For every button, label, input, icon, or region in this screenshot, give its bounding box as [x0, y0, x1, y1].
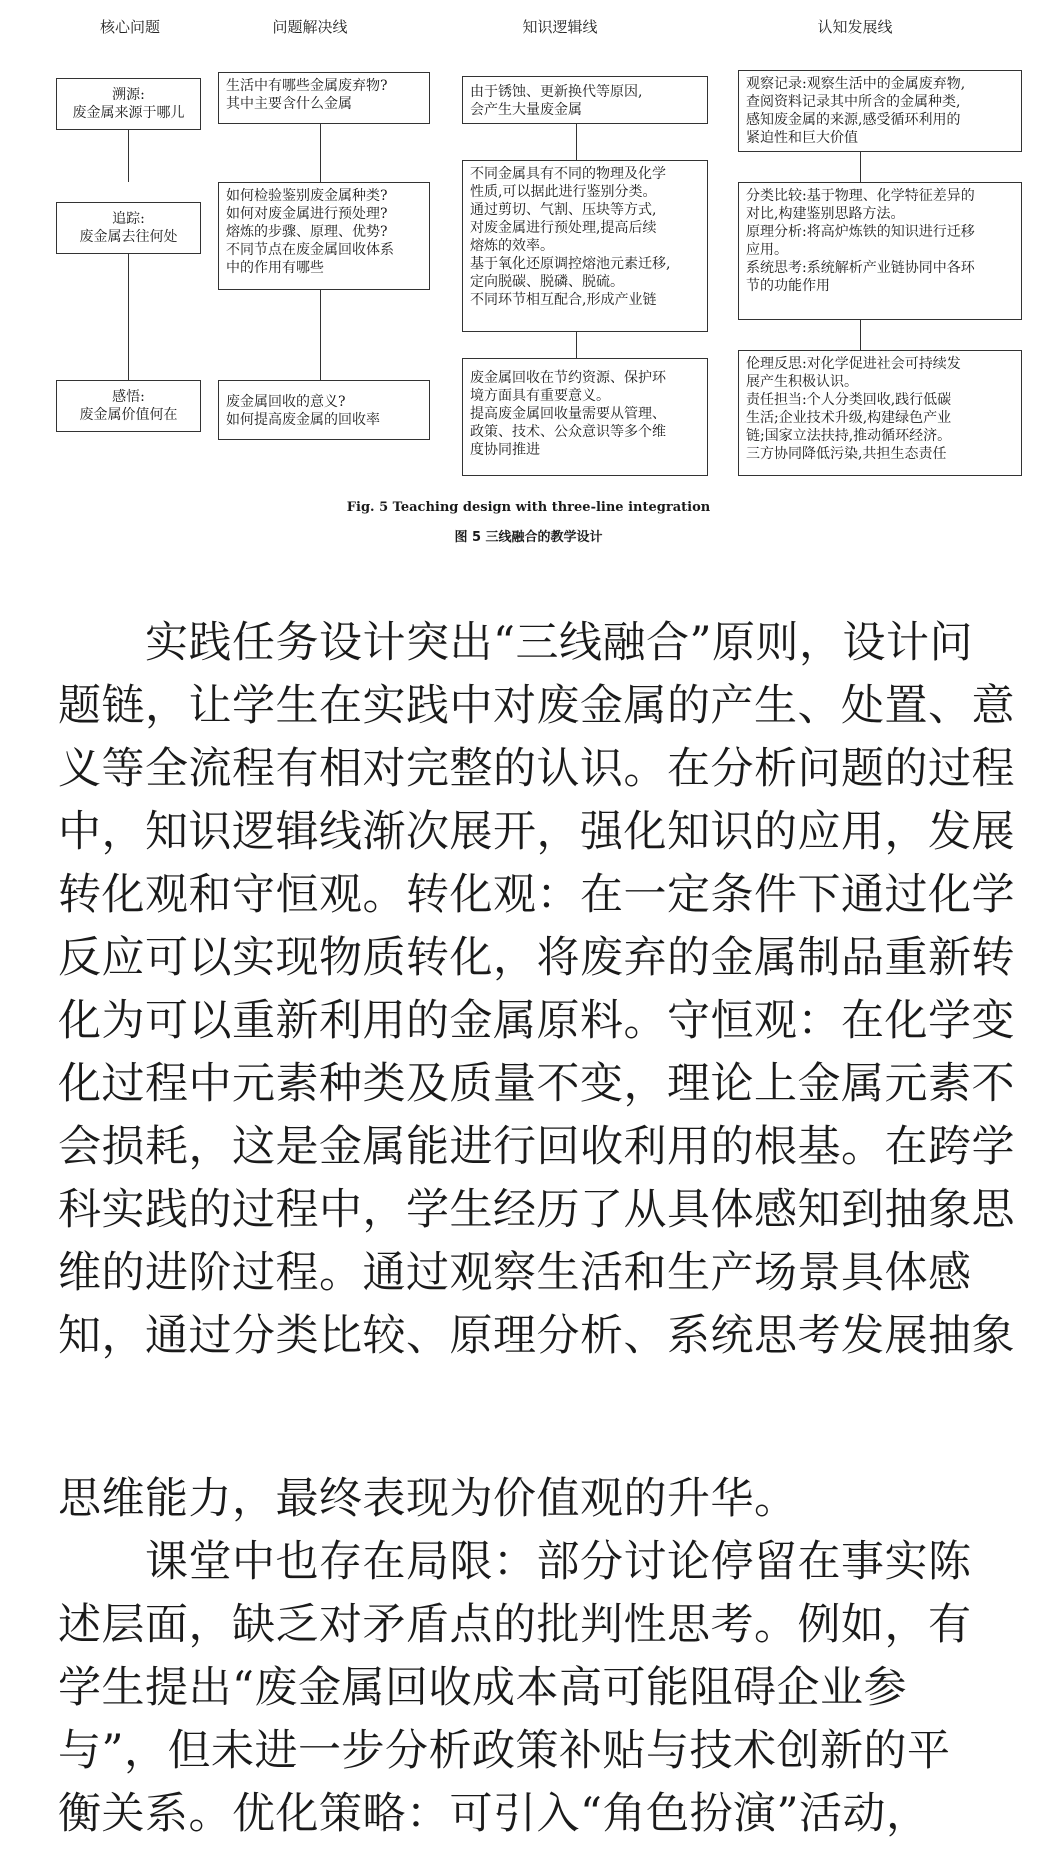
core-box-reflect: 感悟: 废金属价值何在: [56, 380, 201, 432]
text-line: 转化观和守恒观。转化观：在一定条件下通过化学: [58, 870, 1015, 920]
text-line: 知，通过分类比较、原理分析、系统思考发展抽象: [58, 1311, 1015, 1361]
text-line: 课堂中也存在局限：部分讨论停留在事实陈: [58, 1537, 972, 1587]
connector-cognition-2: [860, 320, 861, 350]
text-line: 义等全流程有相对完整的认识。在分析问题的过程: [58, 744, 1015, 794]
body-paragraph-2: [58, 1468, 1018, 1846]
text-line: 与”，但未进一步分析政策补贴与技术创新的平: [58, 1726, 951, 1776]
text-line: 衡关系。优化策略：可引入“角色扮演”活动，: [58, 1789, 930, 1839]
text-line: 科实践的过程中，学生经历了从具体感知到抽象思: [58, 1185, 1015, 1235]
column-header-core: 核心问题: [99, 18, 160, 36]
cognition-box-2: 分类比较:基于物理、化学特征差异的 对比,构建鉴别思路方法。 原理分析:将高炉炼铁的知识进行迁移 应用。 系统思考:系统解析产业链协同中各环 节的功能作用: [738, 182, 1022, 320]
connector-knowledge-1: [576, 122, 577, 162]
connector-cognition-1: [860, 150, 861, 182]
cognition-box-3: 伦理反思:对化学促进社会可持续发 展产生积极认识。 责任担当:个人分类回收,践行低碳 生活;企业技术升级,构建绿色产业 链;国家立法扶持,推动循环经济。 三方协同降低污染,共担生态责任: [738, 350, 1022, 476]
problem-box-1: 生活中有哪些金属废弃物? 其中主要含什么金属: [218, 72, 430, 124]
text-line: 化过程中元素种类及质量不变，理论上金属元素不: [58, 1059, 1015, 1109]
text-line: 化为可以重新利用的金属原料。守恒观：在化学变: [58, 996, 1015, 1046]
text-line: 学生提出“废金属回收成本高可能阻碍企业参: [58, 1663, 907, 1713]
figure-three-line-integration: [0, 0, 1057, 560]
core-box-source: 溯源: 废金属来源于哪儿: [56, 78, 201, 130]
core-box-track: 追踪: 废金属去往何处: [56, 202, 201, 254]
problem-box-3: 废金属回收的意义? 如何提高废金属的回收率: [218, 380, 430, 440]
figure-caption-zh: 图 5 三线融合的教学设计: [454, 530, 603, 545]
text-line: 述层面，缺乏对矛盾点的批判性思考。例如，有: [58, 1600, 972, 1650]
text-line: 实践任务设计突出“三线融合”原则，设计问: [58, 618, 973, 668]
connector-core-2: [128, 252, 129, 380]
problem-box-2: 如何检验鉴别废金属种类? 如何对废金属进行预处理? 熔炼的步骤、原理、优势? 不同节点在废金属回收体系 中的作用有哪些: [218, 182, 430, 290]
knowledge-box-1: 由于锈蚀、更新换代等原因, 会产生大量废金属: [462, 76, 708, 124]
figure-caption-en: Fig. 5 Teaching design with three-line integration: [346, 500, 711, 515]
text-line: 会损耗，这是金属能进行回收利用的根基。在跨学: [58, 1122, 1015, 1172]
text-line: 思维能力，最终表现为价值观的升华。: [58, 1474, 798, 1524]
connector-knowledge-2: [576, 332, 577, 360]
text-line: 维的进阶过程。通过观察生活和生产场景具体感: [58, 1248, 972, 1298]
connector-problem-2: [320, 290, 321, 380]
text-line: 中，知识逻辑线渐次展开，强化知识的应用，发展: [58, 807, 1015, 857]
text-line: 反应可以实现物质转化，将废弃的金属制品重新转: [58, 933, 1015, 983]
cognition-box-1: 观察记录:观察生活中的金属废弃物, 查阅资料记录其中所含的金属种类, 感知废金属的来源,感受循环利用的 紧迫性和巨大价值: [738, 70, 1022, 152]
text-line: 题链，让学生在实践中对废金属的产生、处置、意: [58, 681, 1015, 731]
knowledge-box-2: 不同金属具有不同的物理及化学 性质,可以据此进行鉴别分类。 通过剪切、气割、压块等方式, 对废金属进行预处理,提高后续 熔炼的效率。 基于氧化还原调控熔池元素迁移, 定向脱碳、脱磷、脱硫。 不同环节相互配合,形成产业链: [462, 160, 708, 332]
column-header-problem: 问题解决线: [272, 18, 348, 36]
knowledge-box-3: 废金属回收在节约资源、保护环 境方面具有重要意义。 提高废金属回收量需要从管理、 政策、技术、公众意识等多个维 度协同推进: [462, 358, 708, 476]
column-header-knowledge: 知识逻辑线: [522, 18, 598, 36]
body-paragraph-1: [58, 612, 1018, 1368]
column-header-cognition: 认知发展线: [817, 18, 893, 36]
